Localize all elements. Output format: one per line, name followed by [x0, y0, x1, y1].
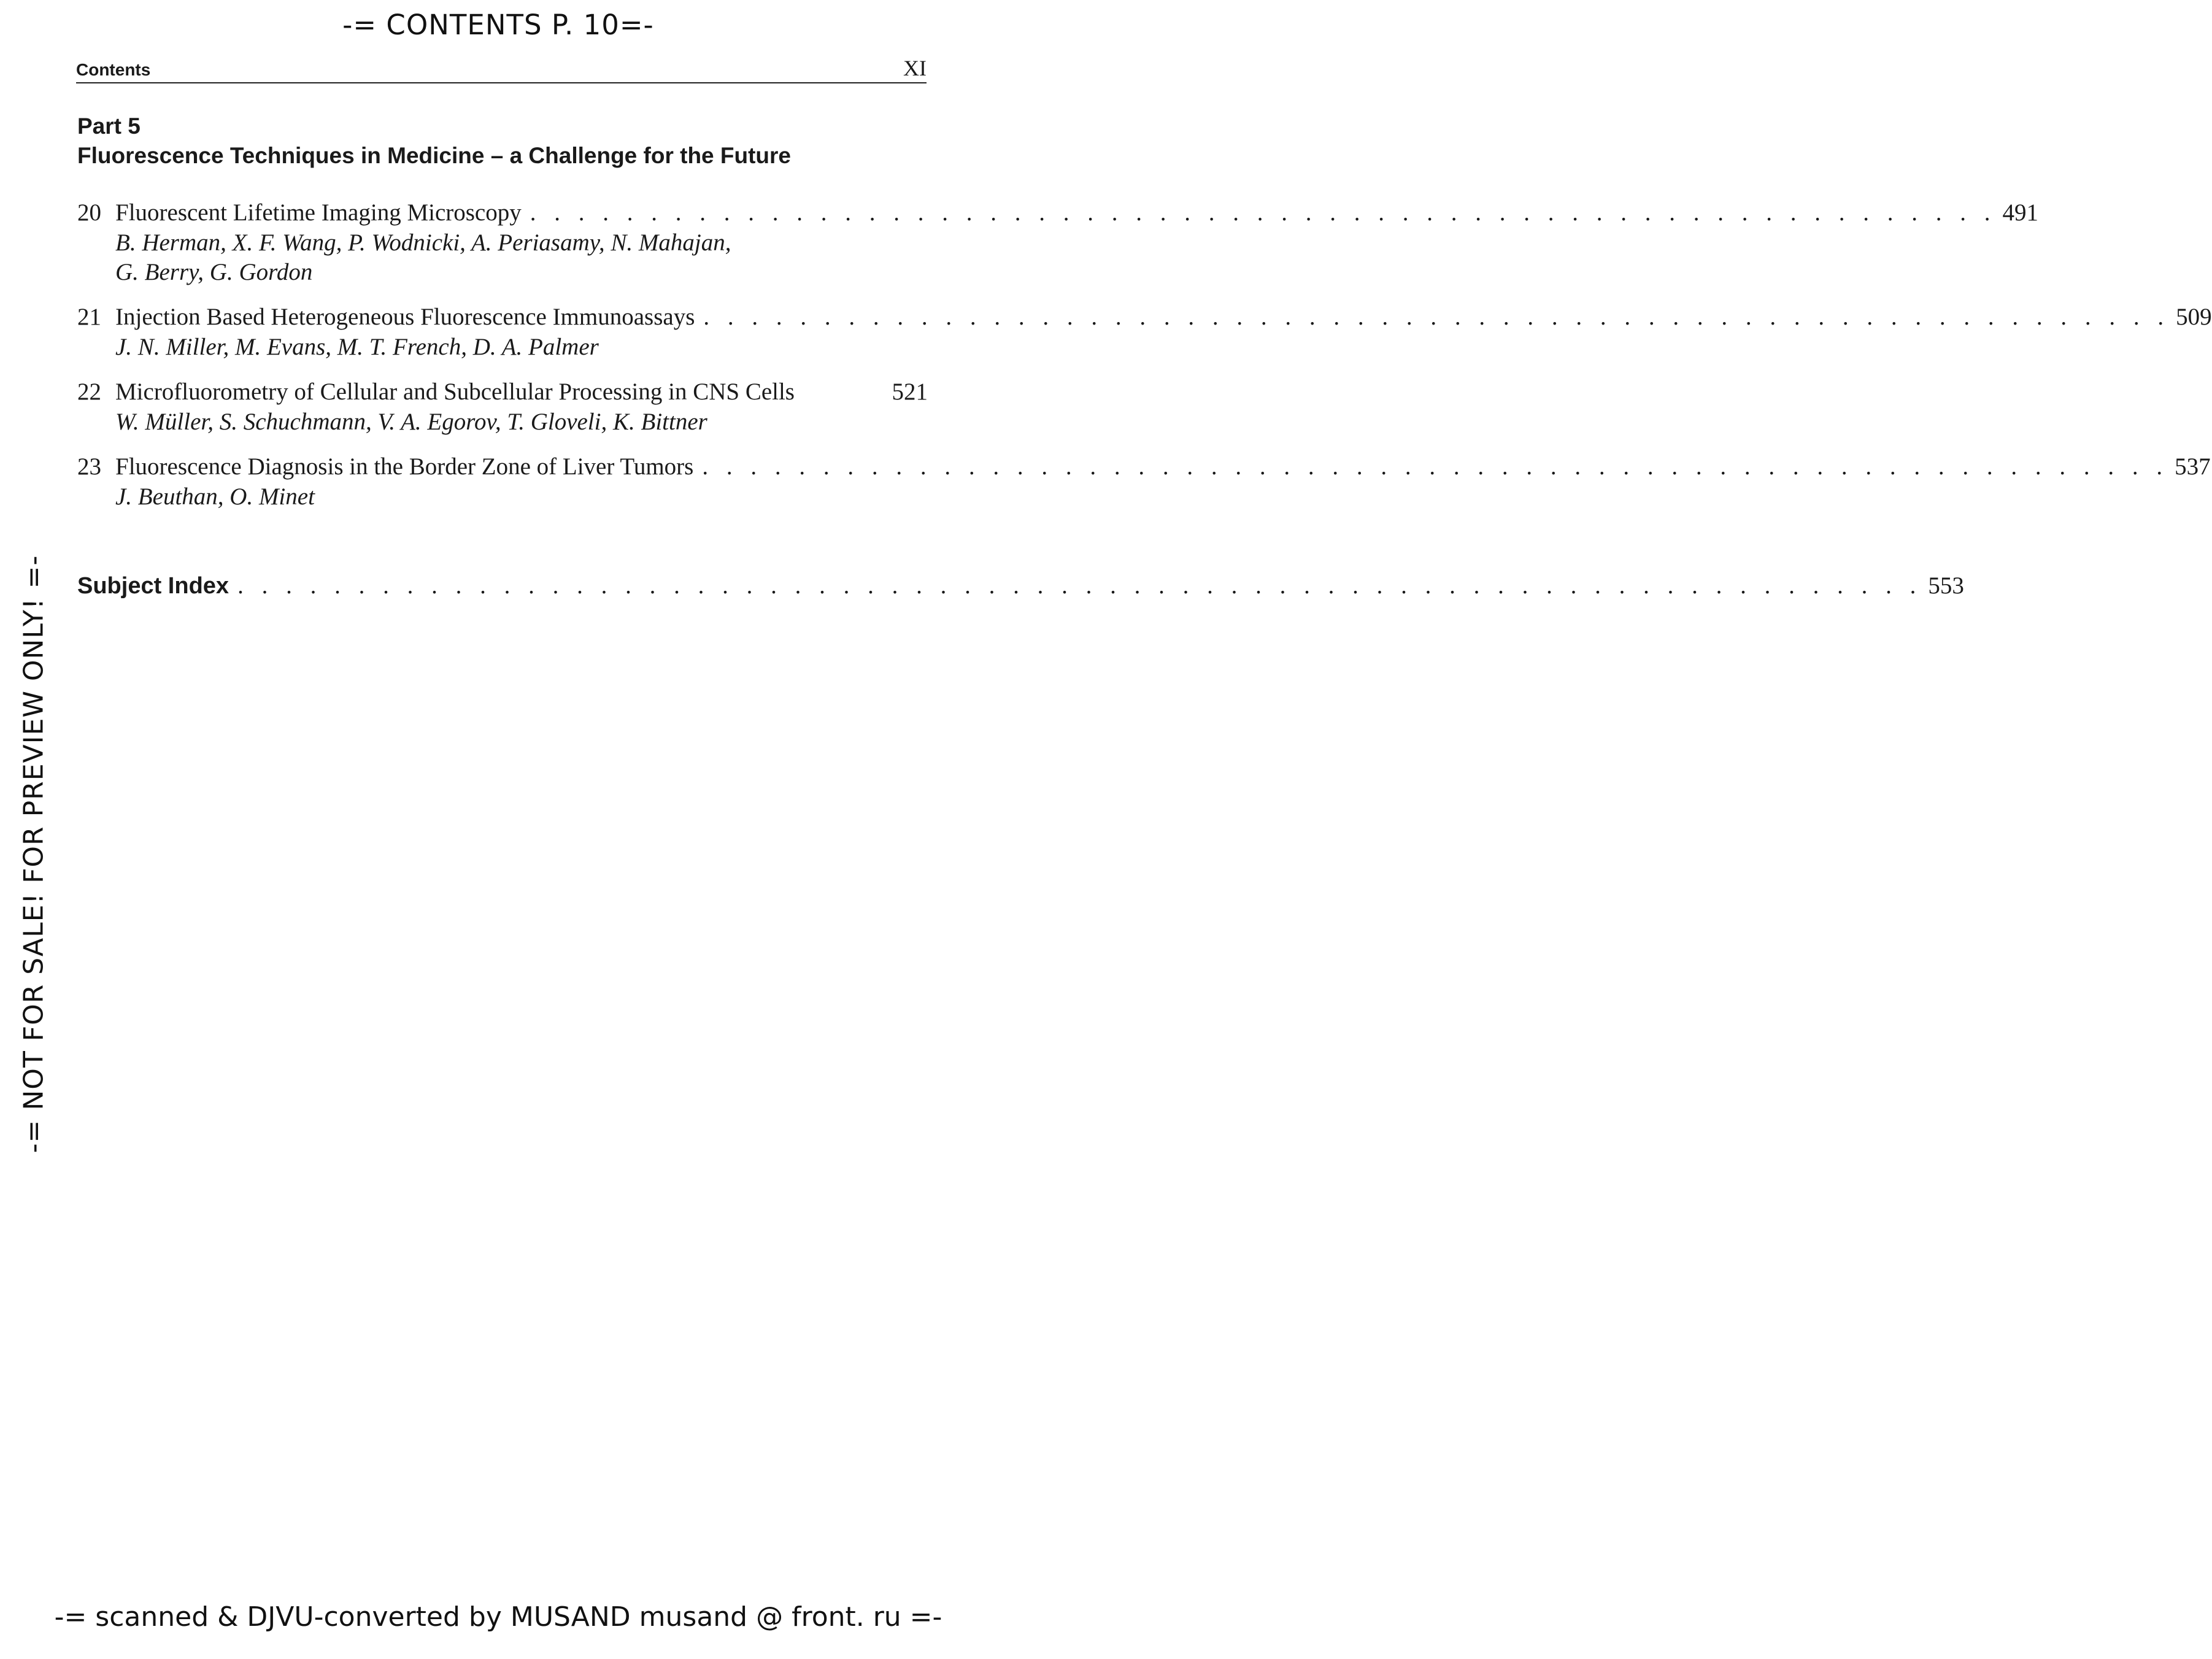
chapter-page: 537 — [2175, 453, 2211, 480]
running-head-section: Contents — [76, 60, 151, 79]
side-watermark: -= NOT FOR SALE! FOR PREVIEW ONLY! =- — [18, 555, 50, 1153]
subject-index-page: 553 — [1928, 572, 1964, 599]
chapter-number: 20 — [77, 199, 101, 226]
part-heading — [77, 112, 791, 171]
chapter-number: 23 — [77, 453, 101, 480]
chapter-title: Fluorescent Lifetime Imaging Microscopy — [115, 199, 522, 226]
chapter-authors — [115, 407, 928, 437]
authors-line: W. Müller, S. Schuchmann, V. A. Egorov, T. Gloveli, K. Bittner — [115, 409, 707, 435]
chapter-authors — [115, 482, 928, 512]
toc-entry — [77, 302, 2212, 362]
chapter-page: 509 — [2176, 304, 2212, 330]
chapter-page: 521 — [892, 379, 928, 405]
chapter-authors — [115, 333, 928, 362]
chapter-authors — [115, 228, 928, 287]
dot-leader: . . . . . . . . . . . . . . . . . . . . . . . . . . . . . . . . . . . . . . . . . . . . . . . . . . . . . . . . . . . . . . . . . . . . . . — [237, 572, 1922, 599]
authors-line: G. Berry, G. Gordon — [115, 259, 313, 285]
chapter-page: 491 — [2002, 199, 2038, 226]
subject-index-entry — [77, 572, 1964, 599]
scan-banner-top: -= CONTENTS P. 10=- — [342, 9, 654, 41]
authors-line: J. Beuthan, O. Minet — [115, 483, 315, 510]
dot-leader: . . . . . . . . . . . . . . . . . . . . . . . . . . . . . . . . . . . . . . . . . . . . . . . . . . . . . . . . . . . . . — [530, 199, 1997, 226]
subject-index-label: Subject Index — [77, 573, 229, 599]
toc-entry — [77, 452, 2211, 512]
authors-line: B. Herman, X. F. Wang, P. Wodnicki, A. Periasamy, N. Mahajan, — [115, 229, 731, 256]
dot-leader: . . . . . . . . . . . . . . . . . . . . . . . . . . . . . . . . . . . . . . . . . . . . . . . . . . . . . . . . . . . . . — [703, 304, 2170, 330]
authors-line: J. N. Miller, M. Evans, M. T. French, D. A. Palmer — [115, 334, 599, 360]
dot-leader: . . . . . . . . . . . . . . . . . . . . . . . . . . . . . . . . . . . . . . . . . . . . . . . . . . . . . . . . . . . . . — [702, 453, 2169, 480]
toc-entry — [77, 377, 928, 437]
part-title: Fluorescence Techniques in Medicine – a Challenge for the Future — [77, 143, 792, 168]
scan-banner-bottom: -= scanned & DJVU-converted by MUSAND musand @ front. ru =- — [54, 1601, 942, 1633]
chapter-number: 22 — [77, 379, 101, 405]
toc-entry — [77, 198, 2038, 287]
chapter-title: Fluorescence Diagnosis in the Border Zone of Liver Tumors — [115, 453, 694, 480]
chapter-title: Microfluorometry of Cellular and Subcellular Processing in CNS Cells — [115, 379, 795, 405]
toc-entries — [77, 198, 2212, 526]
running-head — [76, 54, 927, 83]
page-folio: XI — [903, 56, 927, 80]
part-label: Part 5 — [77, 114, 141, 139]
chapter-number: 21 — [77, 304, 101, 330]
chapter-title: Injection Based Heterogeneous Fluorescence Immunoassays — [115, 304, 695, 330]
